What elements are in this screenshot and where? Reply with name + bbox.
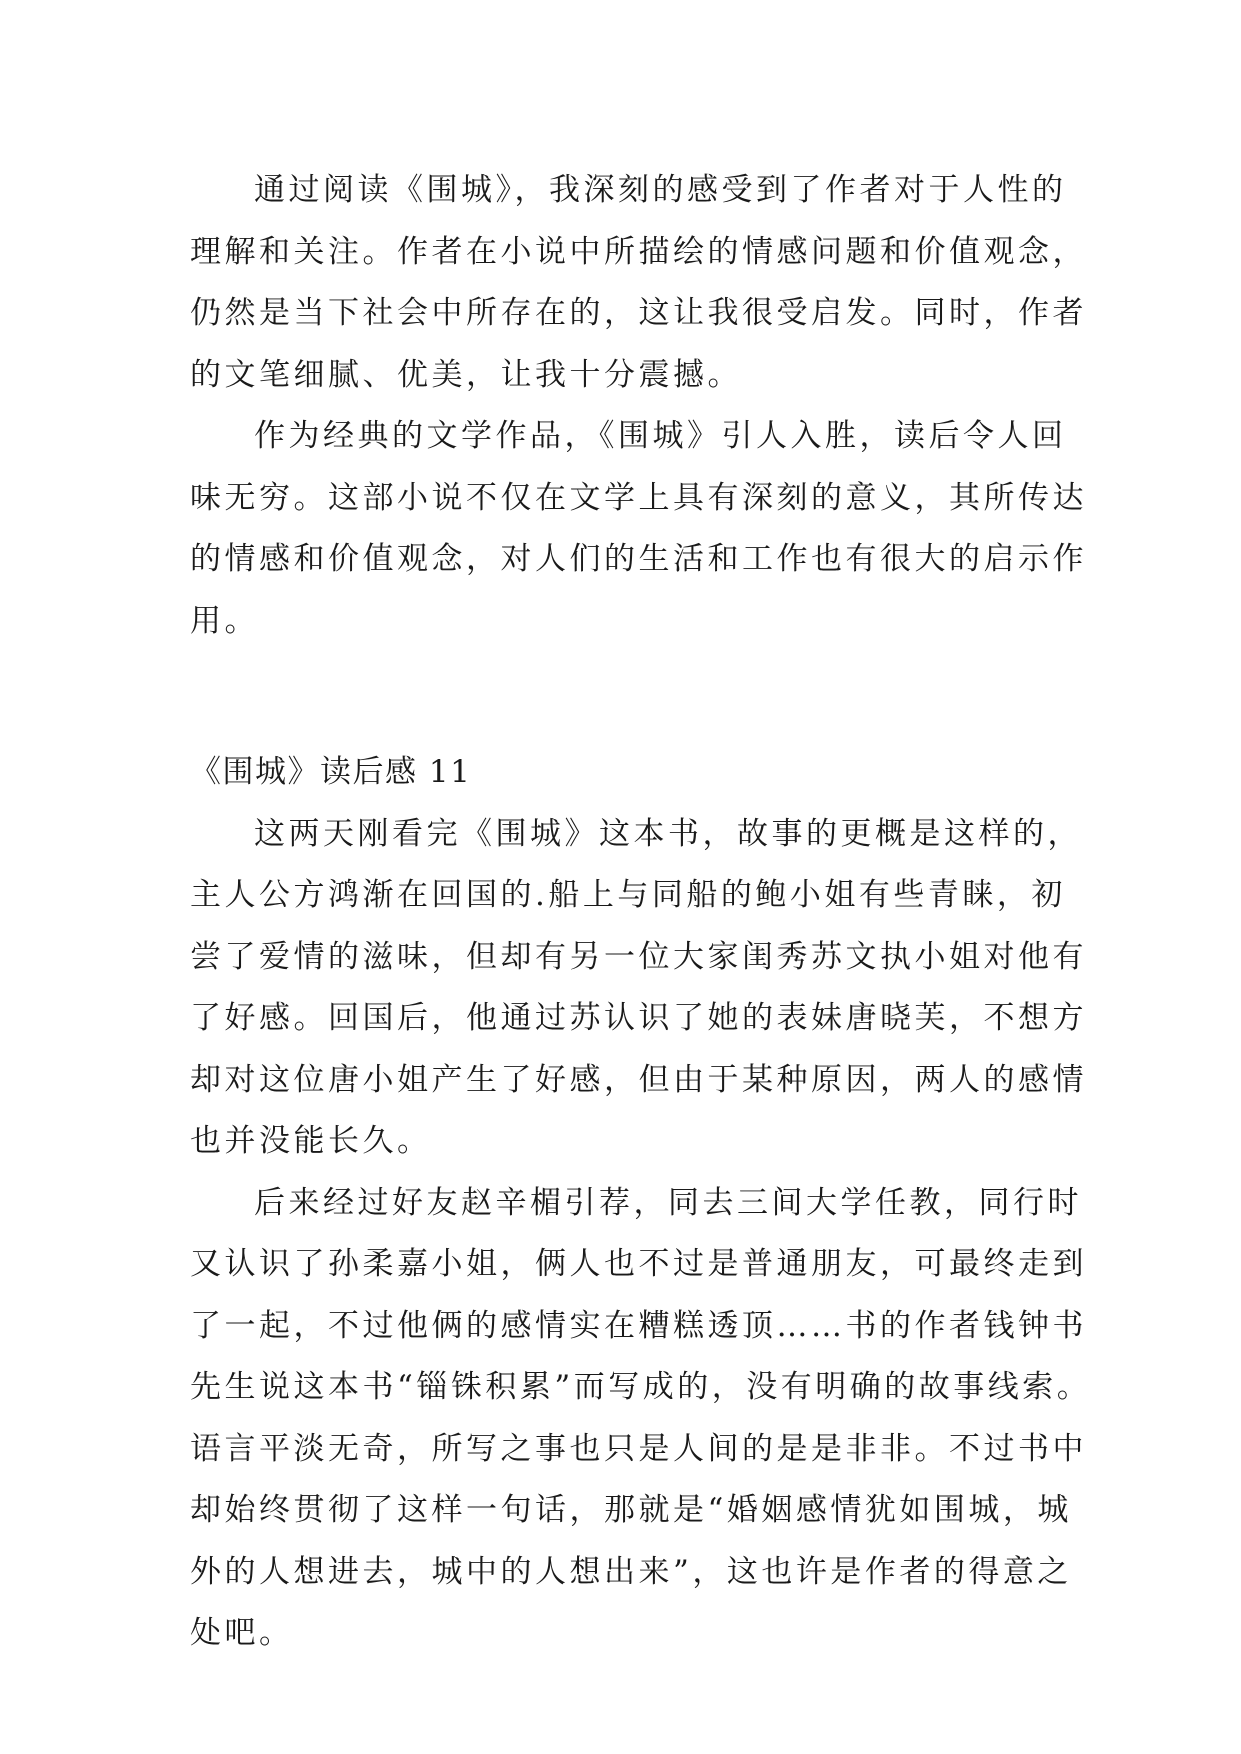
paragraph-line: 又认识了孙柔嘉小姐，俩人也不过是普通朋友，可最终走到 [190,1246,1087,1282]
paragraph-line: 处吧。 [190,1615,294,1651]
paragraph-line: 用。 [190,602,259,639]
paragraph [190,406,1087,652]
paragraph-line: 语言平淡无奇，所写之事也只是人间的是是非非。不过书中 [190,1430,1087,1467]
paragraph [190,160,1087,406]
document-body [190,160,1092,1665]
paragraph-line: 了一起，不过他俩的感情实在糟糕透顶……书的作者钱钟书 [190,1307,1087,1344]
paragraph-line: 后来经过好友赵辛楣引荐，同去三间大学任教，同行时 [254,1184,1082,1221]
paragraph [190,804,1087,1173]
paragraph-line: 理解和关注。作者在小说中所描绘的情感问题和价值观念， [190,233,1087,270]
paragraph-line: 作为经典的文学作品，《围城》引人入胜，读后令人回 [254,418,1067,454]
paragraph-line: 也并没能长久。 [190,1123,432,1159]
section-gap [190,652,1054,742]
section-heading: 《围城》读后感 11 [190,754,472,790]
paragraph-line: 却对这位唐小姐产生了好感，但由于某种原因，两人的感情 [190,1061,1087,1098]
paragraph-line: 味无穷。这部小说不仅在文学上具有深刻的意义，其所传达 [190,479,1087,516]
paragraph-line: 的情感和价值观念，对人们的生活和工作也有很大的启示作 [190,541,1087,577]
paragraph-line: 这两天刚看完《围城》这本书，故事的更概是这样的， [254,815,1082,852]
paragraph-line: 仍然是当下社会中所存在的，这让我很受启发。同时，作者 [190,295,1087,331]
paragraph-line: 却始终贯彻了这样一句话，那就是“婚姻感情犹如围城，城 [190,1492,1072,1528]
paragraph-line: 尝了爱情的滋味，但却有另一位大家闺秀苏文执小姐对他有 [190,938,1087,975]
paragraph-line: 主人公方鸿渐在回国的.船上与同船的鲍小姐有些青睐，初 [190,877,1066,913]
paragraph-line: 先生说这本书“锱铢积累”而写成的，没有明确的故事线索。 [190,1369,1092,1405]
paragraph [190,1173,1092,1665]
paragraph-line: 通过阅读《围城》，我深刻的感受到了作者对于人性的 [254,172,1067,208]
paragraph-line: 外的人想进去，城中的人想出来”，这也许是作者的得意之 [190,1553,1072,1590]
paragraph-line: 了好感。回国后，他通过苏认识了她的表妹唐晓芙，不想方 [190,1000,1087,1036]
paragraph-line: 的文笔细腻、优美，让我十分震撼。 [190,356,742,393]
